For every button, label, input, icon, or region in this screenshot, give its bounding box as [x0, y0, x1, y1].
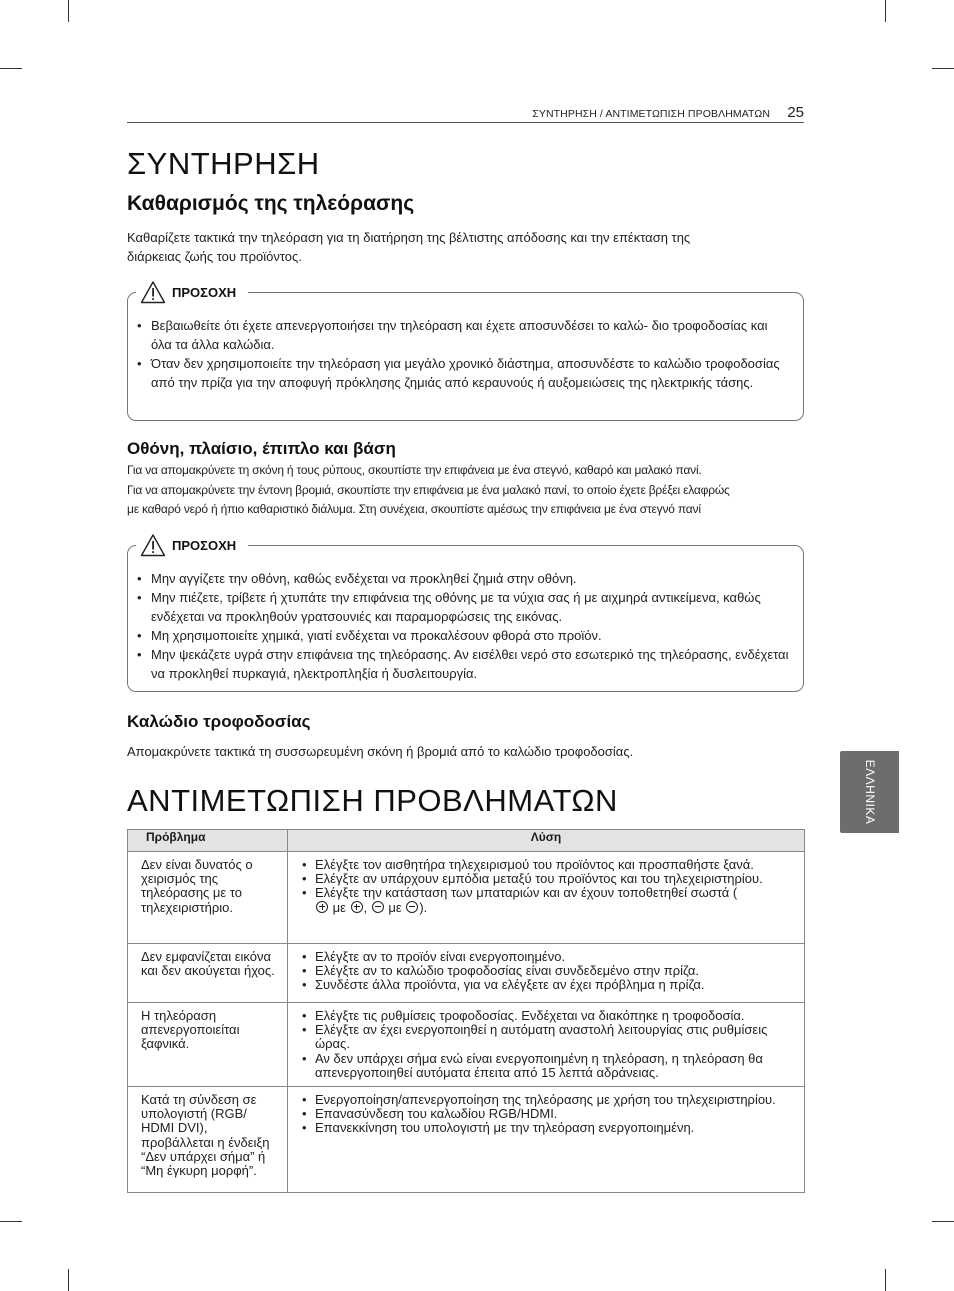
troubleshooting-title: ΑΝΤΙΜΕΤΩΠΙΣΗ ΠΡΟΒΛΗΜΑΤΩΝ — [127, 783, 618, 818]
solution-item: • Ελέγξτε αν υπάρχουν εμπόδια μεταξύ του προϊόντος και του τηλεχειριστηρίου. — [301, 872, 794, 886]
solution-item: • Συνδέστε άλλα προϊόντα, για να ελέγξετε αν έχει πρόβλημα η πρίζα. — [301, 978, 794, 992]
caution-label: ΠΡΟΣΟΧΗ — [172, 537, 237, 553]
warning-icon — [140, 280, 166, 304]
crop-mark — [68, 0, 69, 22]
column-header-solution: Λύση — [288, 830, 805, 852]
caution-list — [136, 316, 789, 392]
solution-item: • Ελέγξτε τις ρυθμίσεις τροφοδοσίας. Ενδέχεται να διακόπηκε η τροφοδοσία. — [301, 1009, 794, 1023]
crop-mark — [0, 68, 22, 69]
solution-item: • Επανεκκίνηση του υπολογιστή με την τηλεόραση ενεργοποιημένη. — [301, 1121, 794, 1135]
table-row — [128, 1087, 805, 1193]
battery-with: με — [388, 899, 402, 915]
problem-cell: Κατά τη σύνδεση σε υπολογιστή (RGB/ HDMI DVI), προβάλλεται η ένδειξη “Δεν υπάρχει σήμα” ή “Μη έγκυρη μορφή”. — [128, 1087, 288, 1193]
running-header — [127, 104, 804, 123]
caution-item: • Όταν δεν χρησιμοποιείτε την τηλεόραση για μεγάλο χρονικό διάστημα, αποσυνδέστε το καλώδιο τροφοδοσίας από την πρίζα για την αποφυγή πρόκλησης ζημιάς από κεραυνούς ή αυξομειώσεις της ηλεκτρικής τάσης. — [136, 354, 789, 392]
solution-cell — [288, 1087, 805, 1193]
caution-label: ΠΡΟΣΟΧΗ — [172, 284, 237, 300]
battery-end: ). — [419, 899, 428, 915]
battery-text: Ελέγξτε την κατάσταση των μπαταριών και αν έχουν τοποθετηθεί σωστά ( — [315, 885, 738, 901]
table-header-row — [128, 830, 805, 852]
column-header-problem: Πρόβλημα — [128, 830, 288, 852]
solution-item: • Ελέγξτε αν το προϊόν είναι ενεργοποιημένο. — [301, 950, 794, 964]
screen-line: με καθαρό νερό ή ήπιο καθαριστικό διάλυμα. Στη συνέχεια, σκουπίστε αμέσως την επιφάνεια με ένα στεγνό πανί — [127, 502, 701, 516]
caution-item: • Μην ψεκάζετε υγρά στην επιφάνεια της τηλεόρασης. Αν εισέλθει νερό στο εσωτερικό της τηλεόρασης, ενδέχεται να προκληθεί πυρκαγιά, ηλεκτροπληξία ή δυσλειτουργία. — [136, 645, 789, 683]
solution-item: • Επανασύνδεση του καλωδίου RGB/HDMI. — [301, 1107, 794, 1121]
warning-icon — [140, 533, 166, 557]
crop-mark — [885, 1269, 886, 1291]
page-number: 25 — [787, 104, 804, 121]
cable-heading: Καλώδιο τροφοδοσίας — [127, 712, 311, 731]
solution-item: • Ενεργοποίηση/απενεργοποίηση της τηλεόρασης με χρήση του τηλεχειριστηρίου. — [301, 1093, 794, 1107]
language-tab — [840, 751, 899, 833]
crop-mark — [0, 1221, 22, 1222]
caution-item: • Μη χρησιμοποιείτε χημικά, γιατί ενδέχεται να προκαλέσουν φθορά στο προϊόν. — [136, 626, 789, 645]
solution-list — [301, 858, 794, 915]
solution-list — [301, 1009, 794, 1080]
screen-heading: Οθόνη, πλαίσιο, έπιπλο και βάση — [127, 439, 396, 458]
crop-mark — [68, 1269, 69, 1291]
screen-line: Για να απομακρύνετε τη σκόνη ή τους ρύπους, σκουπίστε την επιφάνεια με ένα στεγνό, καθαρό και μαλακό πανί. — [127, 463, 702, 477]
screen-line: Για να απομακρύνετε την έντονη βρομιά, σκουπίστε την επιφάνεια με ένα μαλακό πανί, το οποίο έχετε βρέξει ελαφρώς — [127, 482, 730, 497]
solution-cell — [288, 1003, 805, 1087]
cleaning-subtitle: Καθαρισμός της τηλεόρασης — [127, 192, 415, 215]
solution-item: • Αν δεν υπάρχει σήμα ενώ είναι ενεργοποιημένη η τηλεόραση, η τηλεόραση θα απενεργοποιηθεί αυτόματα έπειτα από 15 λεπτά αδράνειας. — [301, 1052, 794, 1080]
battery-plus-icon — [316, 901, 328, 913]
battery-minus-icon — [406, 901, 418, 913]
cable-text: Απομακρύνετε τακτικά τη συσσωρευμένη σκόνη ή βρομιά από το καλώδιο τροφοδοσίας. — [127, 744, 634, 759]
table-row — [128, 944, 805, 1003]
screen-text — [127, 461, 797, 520]
solution-list — [301, 1093, 794, 1136]
solution-cell — [288, 944, 805, 1003]
table-row — [128, 852, 805, 944]
problem-cell: Δεν εμφανίζεται εικόνα και δεν ακούγεται ήχος. — [128, 944, 288, 1003]
caution-heading — [136, 280, 248, 304]
caution-item: • Μην πιέζετε, τρίβετε ή χτυπάτε την επιφάνεια της οθόνης με τα νύχια σας ή με αιχμηρά αντικείμενα, καθώς ενδέχεται να προκληθούν γρατσουνιές και παραμορφώσεις της εικόνας. — [136, 588, 789, 626]
battery-plus-icon — [351, 901, 363, 913]
crop-mark — [932, 68, 954, 69]
problem-cell: Δεν είναι δυνατός ο χειρισμός της τηλεόρασης με το τηλεχειριστήριο. — [128, 852, 288, 944]
battery-minus-icon — [372, 901, 384, 913]
problem-cell: Η τηλεόραση απενεργοποιείται ξαφνικά. — [128, 1003, 288, 1087]
solution-list — [301, 950, 794, 993]
caution-list — [136, 569, 789, 683]
caution-item: • Βεβαιωθείτε ότι έχετε απενεργοποιήσει την τηλεόραση και έχετε αποσυνδέσει το καλώ- διο τροφοδοσίας και όλα τα άλλα καλώδια. — [136, 316, 789, 354]
troubleshooting-table — [127, 829, 805, 1193]
caution-box — [127, 284, 804, 421]
battery-with: με — [332, 899, 346, 915]
caution-box — [127, 537, 804, 692]
intro-line: διάρκειας ζωής του προϊόντος. — [127, 249, 302, 264]
crop-mark — [885, 0, 886, 22]
intro-line: Καθαρίζετε τακτικά την τηλεόραση για τη διατήρηση της βέλτιστης απόδοσης και την επέκταση της — [127, 230, 691, 245]
caution-heading — [136, 533, 248, 557]
section-title: ΣΥΝΤΗΡΗΣΗ / ΑΝΤΙΜΕΤΩΠΙΣΗ ΠΡΟΒΛΗΜΑΤΩΝ — [532, 108, 770, 120]
table-row — [128, 1003, 805, 1087]
solution-item: • Ελέγξτε αν το καλώδιο τροφοδοσίας είναι συνδεδεμένο στην πρίζα. — [301, 964, 794, 978]
caution-item: • Μην αγγίζετε την οθόνη, καθώς ενδέχεται να προκληθεί ζημιά στην οθόνη. — [136, 569, 789, 588]
solution-item: • Ελέγξτε την κατάσταση των μπαταριών και αν έχουν τοποθετηθεί σωστά ( με , με ). — [301, 886, 794, 914]
cleaning-intro — [127, 228, 797, 266]
solution-cell — [288, 852, 805, 944]
crop-mark — [932, 1221, 954, 1222]
language-tab-label: ΕΛΛΗΝΙΚΑ — [862, 759, 877, 825]
maintenance-title: ΣΥΝΤΗΡΗΣΗ — [127, 146, 320, 181]
solution-item: • Ελέγξτε αν έχει ενεργοποιηθεί η αυτόματη αναστολή λειτουργίας στις ρυθμίσεις ώρας. — [301, 1023, 794, 1051]
solution-item: • Ελέγξτε τον αισθητήρα τηλεχειρισμού του προϊόντος και προσπαθήστε ξανά. — [301, 858, 794, 872]
